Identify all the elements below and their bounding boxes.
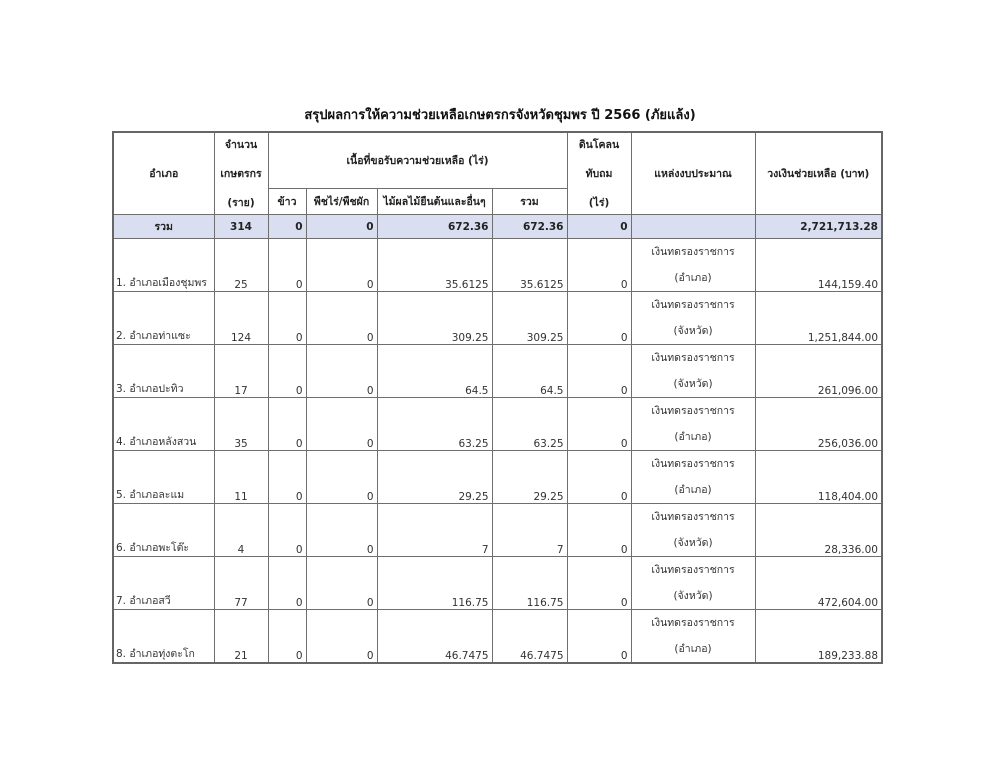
rice-area: 0: [268, 292, 306, 345]
farmers-count: 124: [214, 292, 268, 345]
landslide-area: 0: [567, 557, 631, 610]
district-name: 5. อำเภอละแม: [113, 451, 214, 504]
budget-source-line2: (จังหวัด): [673, 325, 713, 337]
assistance-amount: 118,404.00: [755, 451, 882, 504]
fruit-trees-area: 309.25: [377, 292, 492, 345]
area-total: 46.7475: [492, 610, 567, 664]
header-field-crops: พืชไร่/พืชผัก: [306, 189, 377, 215]
field-crops-area: 0: [306, 504, 377, 557]
district-name: 2. อำเภอท่าแซะ: [113, 292, 214, 345]
header-farmers-line3: (ราย): [227, 196, 255, 209]
total-budget-source: [631, 215, 755, 239]
field-crops-area: 0: [306, 345, 377, 398]
farmers-count: 21: [214, 610, 268, 664]
fruit-trees-area: 116.75: [377, 557, 492, 610]
header-farmers-line2: เกษตรกร: [220, 167, 262, 180]
landslide-area: 0: [567, 239, 631, 292]
district-name: 1. อำเภอเมืองชุมพร: [113, 239, 214, 292]
rice-area: 0: [268, 345, 306, 398]
table-row: [113, 557, 882, 610]
header-fruit-trees: ไม้ผลไม้ยืนต้นและอื่นๆ: [377, 189, 492, 215]
header-rice: ข้าว: [268, 189, 306, 215]
header-landslide-line2: ทับถม: [585, 167, 613, 180]
total-landslide: 0: [567, 215, 631, 239]
budget-source: [631, 292, 755, 345]
budget-source-line2: (จังหวัด): [673, 590, 713, 602]
budget-source-line2: (จังหวัด): [673, 378, 713, 390]
total-area: 672.36: [492, 215, 567, 239]
header-area-total: รวม: [492, 189, 567, 215]
fruit-trees-area: 64.5: [377, 345, 492, 398]
total-row: [113, 215, 882, 239]
district-name: 6. อำเภอพะโต๊ะ: [113, 504, 214, 557]
landslide-area: 0: [567, 610, 631, 664]
document-title: สรุปผลการให้ความช่วยเหลือเกษตรกรจังหวัดชุมพร ปี 2566 (ภัยแล้ง): [304, 108, 696, 123]
table-row: [113, 451, 882, 504]
budget-source-line1: เงินทดรองราชการ: [651, 458, 735, 470]
header-budget-source: แหล่งงบประมาณ: [631, 132, 755, 215]
landslide-area: 0: [567, 451, 631, 504]
total-rice: 0: [268, 215, 306, 239]
header-district: อำเภอ: [113, 132, 214, 215]
budget-source-line2: (อำเภอ): [674, 484, 712, 496]
rice-area: 0: [268, 398, 306, 451]
fruit-trees-area: 46.7475: [377, 610, 492, 664]
header-landslide: [567, 132, 631, 215]
assistance-amount: 1,251,844.00: [755, 292, 882, 345]
district-name: 8. อำเภอทุ่งตะโก: [113, 610, 214, 664]
assistance-summary-table: [112, 131, 883, 664]
rice-area: 0: [268, 610, 306, 664]
budget-source-line1: เงินทดรองราชการ: [651, 511, 735, 523]
district-name: 7. อำเภอสวี: [113, 557, 214, 610]
farmers-count: 11: [214, 451, 268, 504]
fruit-trees-area: 35.6125: [377, 239, 492, 292]
area-total: 63.25: [492, 398, 567, 451]
farmers-count: 35: [214, 398, 268, 451]
field-crops-area: 0: [306, 451, 377, 504]
farmers-count: 17: [214, 345, 268, 398]
field-crops-area: 0: [306, 398, 377, 451]
farmers-count: 4: [214, 504, 268, 557]
table-row: [113, 610, 882, 664]
fruit-trees-area: 7: [377, 504, 492, 557]
total-field-crops: 0: [306, 215, 377, 239]
field-crops-area: 0: [306, 557, 377, 610]
field-crops-area: 0: [306, 239, 377, 292]
farmers-count: 77: [214, 557, 268, 610]
area-total: 35.6125: [492, 239, 567, 292]
area-total: 29.25: [492, 451, 567, 504]
table-row: [113, 239, 882, 292]
rice-area: 0: [268, 451, 306, 504]
assistance-amount: 28,336.00: [755, 504, 882, 557]
landslide-area: 0: [567, 292, 631, 345]
assistance-amount: 472,604.00: [755, 557, 882, 610]
landslide-area: 0: [567, 398, 631, 451]
budget-source-line1: เงินทดรองราชการ: [651, 405, 735, 417]
header-area-group: เนื้อที่ขอรับความช่วยเหลือ (ไร่): [268, 132, 567, 189]
budget-source: [631, 345, 755, 398]
landslide-area: 0: [567, 345, 631, 398]
rice-area: 0: [268, 239, 306, 292]
budget-source-line1: เงินทดรองราชการ: [651, 617, 735, 629]
landslide-area: 0: [567, 504, 631, 557]
budget-source: [631, 504, 755, 557]
total-fruit-trees: 672.36: [377, 215, 492, 239]
table-row: [113, 398, 882, 451]
budget-source: [631, 398, 755, 451]
fruit-trees-area: 63.25: [377, 398, 492, 451]
total-amount: 2,721,713.28: [755, 215, 882, 239]
assistance-amount: 256,036.00: [755, 398, 882, 451]
budget-source-line2: (อำเภอ): [674, 431, 712, 443]
table-row: [113, 345, 882, 398]
assistance-amount: 189,233.88: [755, 610, 882, 664]
district-name: 3. อำเภอปะทิว: [113, 345, 214, 398]
rice-area: 0: [268, 557, 306, 610]
total-farmers: 314: [214, 215, 268, 239]
budget-source: [631, 557, 755, 610]
area-total: 309.25: [492, 292, 567, 345]
budget-source: [631, 451, 755, 504]
budget-source: [631, 239, 755, 292]
rice-area: 0: [268, 504, 306, 557]
header-landslide-line3: (ไร่): [588, 196, 610, 209]
budget-source-line1: เงินทดรองราชการ: [651, 246, 735, 258]
farmers-count: 25: [214, 239, 268, 292]
total-label: รวม: [113, 215, 214, 239]
header-landslide-line1: ดินโคลน: [578, 138, 620, 151]
budget-source-line2: (จังหวัด): [673, 537, 713, 549]
district-name: 4. อำเภอหลังสวน: [113, 398, 214, 451]
area-total: 7: [492, 504, 567, 557]
header-farmers: [214, 132, 268, 215]
table-row: [113, 292, 882, 345]
table-row: [113, 504, 882, 557]
budget-source-line2: (อำเภอ): [674, 272, 712, 284]
budget-source-line1: เงินทดรองราชการ: [651, 299, 735, 311]
area-total: 116.75: [492, 557, 567, 610]
header-amount: วงเงินช่วยเหลือ (บาท): [755, 132, 882, 215]
field-crops-area: 0: [306, 292, 377, 345]
assistance-amount: 144,159.40: [755, 239, 882, 292]
field-crops-area: 0: [306, 610, 377, 664]
budget-source-line1: เงินทดรองราชการ: [651, 564, 735, 576]
budget-source-line1: เงินทดรองราชการ: [651, 352, 735, 364]
budget-source-line2: (อำเภอ): [674, 643, 712, 655]
fruit-trees-area: 29.25: [377, 451, 492, 504]
area-total: 64.5: [492, 345, 567, 398]
budget-source: [631, 610, 755, 664]
header-farmers-line1: จำนวน: [224, 138, 258, 151]
assistance-amount: 261,096.00: [755, 345, 882, 398]
